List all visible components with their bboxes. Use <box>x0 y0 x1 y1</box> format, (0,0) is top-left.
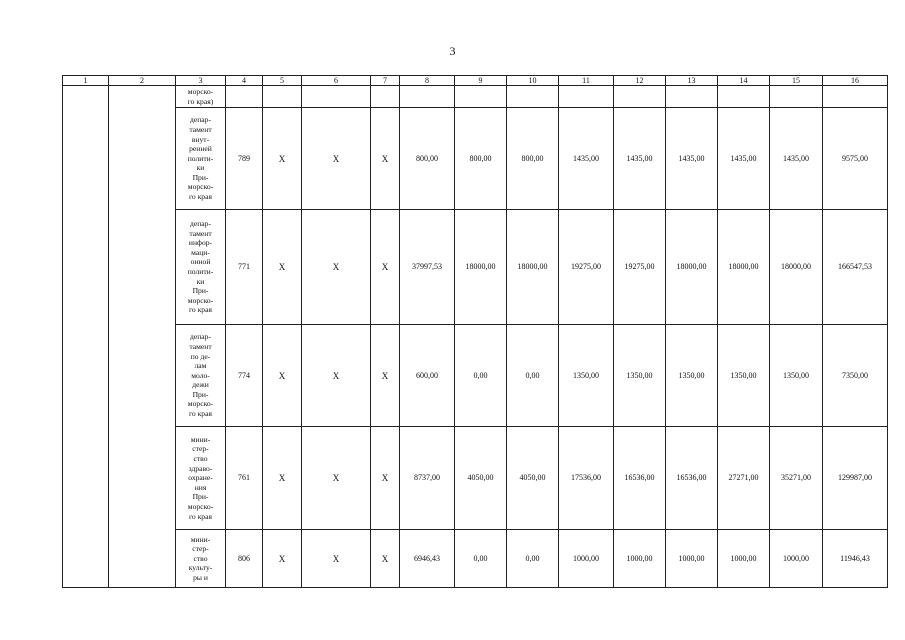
empty-cell <box>109 86 176 588</box>
x-cell <box>302 86 371 108</box>
column-header: 5 <box>263 76 302 86</box>
value-cell: 1350,00 <box>666 325 718 427</box>
total-cell: 11946,43 <box>823 530 888 588</box>
page-number: 3 <box>449 44 456 58</box>
x-cell: Х <box>263 108 302 210</box>
value-cell: 1435,00 <box>666 108 718 210</box>
x-cell: Х <box>371 325 400 427</box>
department-name: депар- тамент инфор- маци- онной полити- ки При- морско- го края <box>176 210 226 325</box>
value-cell: 1435,00 <box>559 108 614 210</box>
budget-code: 761 <box>226 427 263 530</box>
value-cell: 0,00 <box>507 325 559 427</box>
budget-code <box>226 86 263 108</box>
column-header: 16 <box>823 76 888 86</box>
empty-cell <box>63 86 109 588</box>
x-cell: Х <box>263 530 302 588</box>
value-cell <box>400 86 455 108</box>
column-header: 7 <box>371 76 400 86</box>
total-cell: 129987,00 <box>823 427 888 530</box>
value-cell: 600,00 <box>400 325 455 427</box>
value-cell <box>718 86 770 108</box>
total-cell: 9575,00 <box>823 108 888 210</box>
value-cell: 6946,43 <box>400 530 455 588</box>
value-cell: 18000,00 <box>718 210 770 325</box>
table-row <box>63 210 888 325</box>
value-cell: 0,00 <box>455 325 507 427</box>
budget-table <box>62 75 888 588</box>
x-cell: Х <box>302 427 371 530</box>
department-name: депар- тамент по де- лам моло- дежи При- морско- го края <box>176 325 226 427</box>
column-header: 3 <box>176 76 226 86</box>
budget-code: 806 <box>226 530 263 588</box>
value-cell: 19275,00 <box>559 210 614 325</box>
value-cell: 4050,00 <box>455 427 507 530</box>
department-name: мини- стер- ство здраво- охране- ния При- морско- го края <box>176 427 226 530</box>
value-cell: 1000,00 <box>666 530 718 588</box>
value-cell <box>770 86 823 108</box>
value-cell <box>507 86 559 108</box>
value-cell: 1435,00 <box>614 108 666 210</box>
x-cell: Х <box>263 210 302 325</box>
value-cell <box>614 86 666 108</box>
x-cell: Х <box>371 427 400 530</box>
value-cell: 35271,00 <box>770 427 823 530</box>
total-cell: 166547,53 <box>823 210 888 325</box>
department-name: депар- тамент внут- ренней полити- ки При- морско- го края <box>176 108 226 210</box>
x-cell: Х <box>263 325 302 427</box>
column-header: 15 <box>770 76 823 86</box>
column-header: 12 <box>614 76 666 86</box>
value-cell: 800,00 <box>455 108 507 210</box>
x-cell: Х <box>302 108 371 210</box>
value-cell: 1000,00 <box>559 530 614 588</box>
table-row <box>63 86 888 108</box>
column-header: 8 <box>400 76 455 86</box>
value-cell: 0,00 <box>455 530 507 588</box>
total-cell: 7350,00 <box>823 325 888 427</box>
budget-code: 774 <box>226 325 263 427</box>
value-cell: 17536,00 <box>559 427 614 530</box>
column-header: 14 <box>718 76 770 86</box>
x-cell: Х <box>371 530 400 588</box>
x-cell: Х <box>263 427 302 530</box>
x-cell <box>371 86 400 108</box>
column-header: 2 <box>109 76 176 86</box>
value-cell <box>666 86 718 108</box>
x-cell <box>263 86 302 108</box>
value-cell: 1000,00 <box>718 530 770 588</box>
value-cell <box>559 86 614 108</box>
budget-code: 789 <box>226 108 263 210</box>
value-cell: 8737,00 <box>400 427 455 530</box>
value-cell: 37997,53 <box>400 210 455 325</box>
value-cell: 1000,00 <box>614 530 666 588</box>
value-cell: 4050,00 <box>507 427 559 530</box>
x-cell: Х <box>302 210 371 325</box>
column-header: 4 <box>226 76 263 86</box>
column-header: 13 <box>666 76 718 86</box>
value-cell: 27271,00 <box>718 427 770 530</box>
x-cell: Х <box>371 210 400 325</box>
column-header: 11 <box>559 76 614 86</box>
header-row <box>63 76 888 86</box>
x-cell: Х <box>302 530 371 588</box>
value-cell: 800,00 <box>400 108 455 210</box>
value-cell: 16536,00 <box>666 427 718 530</box>
column-header: 6 <box>302 76 371 86</box>
department-name: мини- стер- ство культу- ры и <box>176 530 226 588</box>
value-cell: 18000,00 <box>666 210 718 325</box>
table-row <box>63 325 888 427</box>
value-cell: 0,00 <box>507 530 559 588</box>
column-header: 9 <box>455 76 507 86</box>
table-row <box>63 427 888 530</box>
x-cell: Х <box>371 108 400 210</box>
department-name: морско- го края) <box>176 86 226 108</box>
value-cell: 1435,00 <box>718 108 770 210</box>
value-cell: 19275,00 <box>614 210 666 325</box>
total-cell <box>823 86 888 108</box>
value-cell: 1435,00 <box>770 108 823 210</box>
value-cell: 18000,00 <box>507 210 559 325</box>
column-header: 1 <box>63 76 109 86</box>
value-cell: 1350,00 <box>614 325 666 427</box>
budget-code: 771 <box>226 210 263 325</box>
value-cell: 1350,00 <box>770 325 823 427</box>
value-cell: 800,00 <box>507 108 559 210</box>
value-cell: 18000,00 <box>455 210 507 325</box>
table-row <box>63 530 888 588</box>
x-cell: Х <box>302 325 371 427</box>
column-header: 10 <box>507 76 559 86</box>
value-cell: 1350,00 <box>718 325 770 427</box>
value-cell: 18000,00 <box>770 210 823 325</box>
value-cell: 1350,00 <box>559 325 614 427</box>
table-row <box>63 108 888 210</box>
value-cell: 16536,00 <box>614 427 666 530</box>
value-cell: 1000,00 <box>770 530 823 588</box>
value-cell <box>455 86 507 108</box>
